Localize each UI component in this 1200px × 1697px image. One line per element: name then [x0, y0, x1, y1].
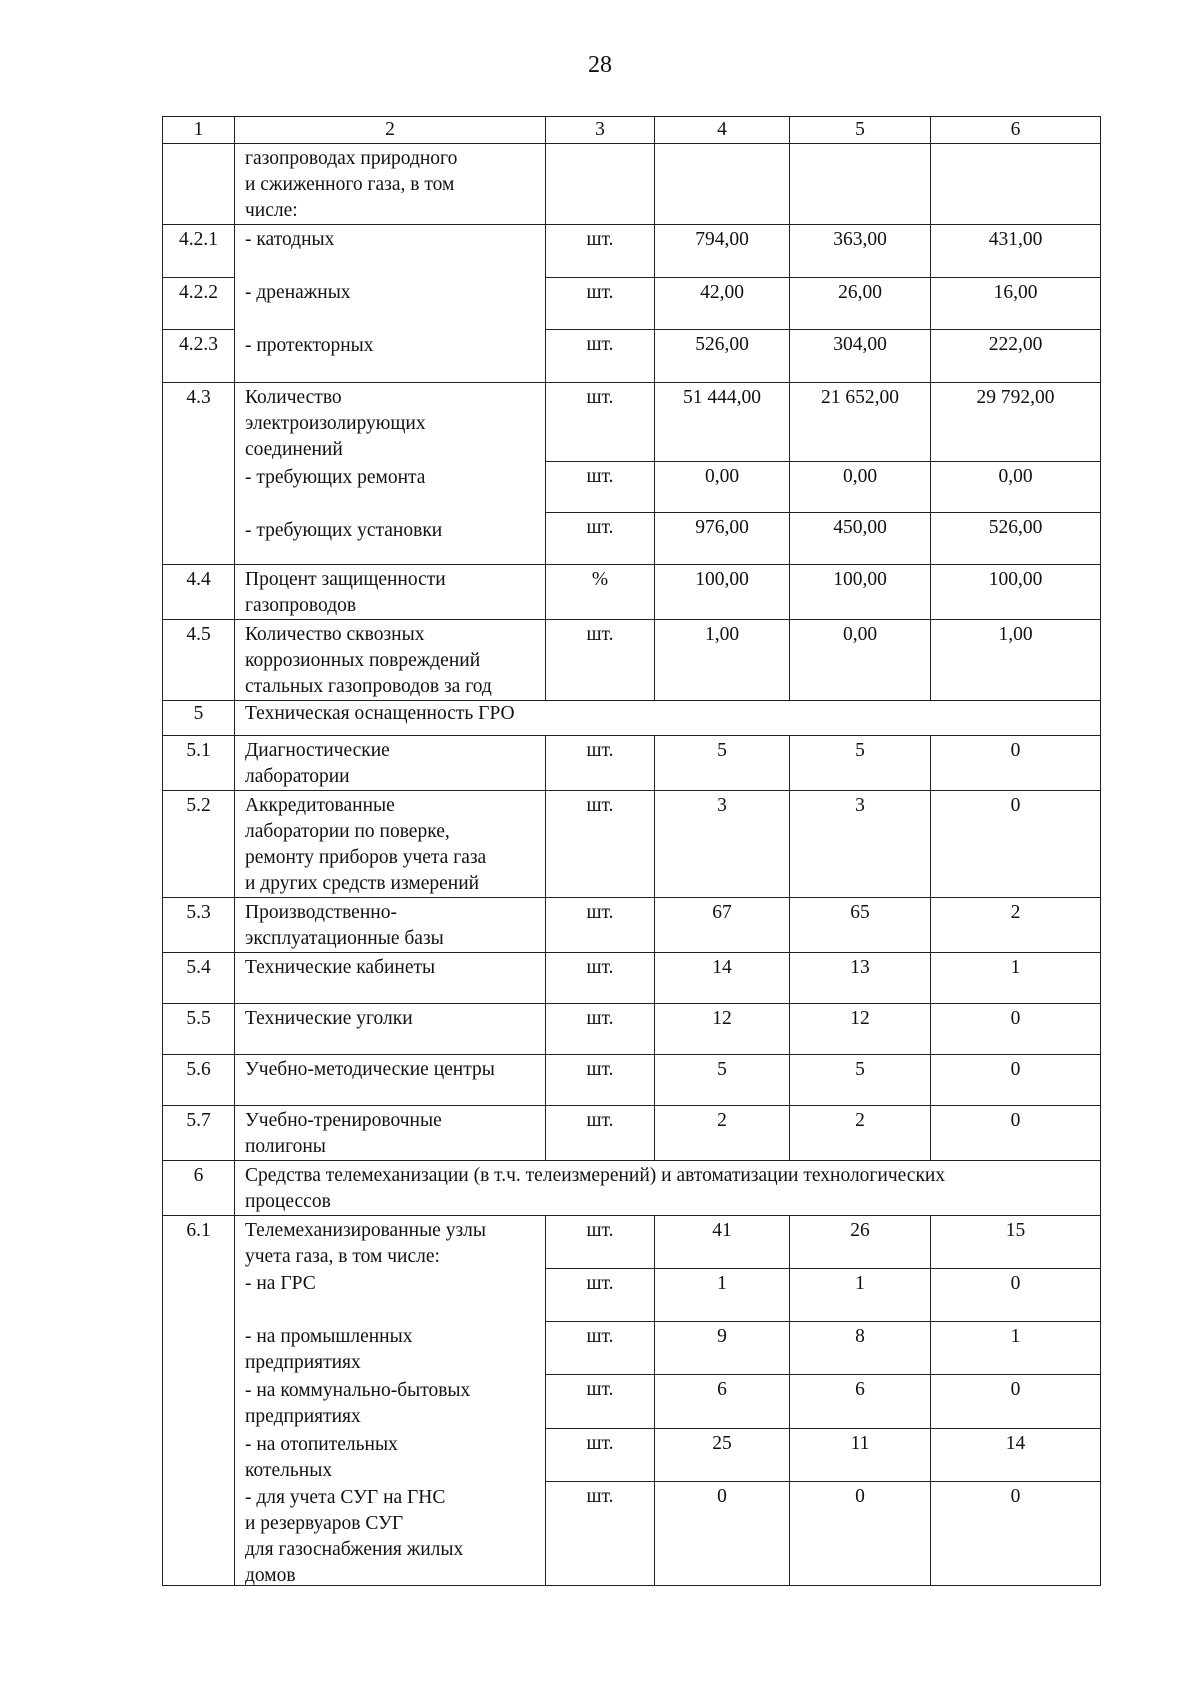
row-value-5: 6 [790, 1375, 931, 1428]
row-value-5: 65 [790, 898, 931, 953]
table-row [163, 383, 1101, 462]
row-value-4: 2 [655, 1106, 790, 1161]
row-number: 6 [163, 1161, 235, 1216]
row-value-4: 0,00 [655, 461, 790, 513]
row-value-5: 0,00 [790, 461, 931, 513]
row-value-5: 0,00 [790, 620, 931, 701]
page-number: 28 [588, 52, 612, 78]
row-value-4: 12 [655, 1004, 790, 1055]
section-title: Техническая оснащенность ГРО [235, 701, 1101, 736]
row-number: 4.2.2 [163, 277, 235, 330]
table-row [163, 225, 1101, 278]
row-value-6: 0,00 [931, 461, 1101, 513]
row-value-6 [931, 144, 1101, 225]
row-name: - дренажных [245, 282, 351, 303]
row-value-6: 0 [931, 1055, 1101, 1106]
row-value-5: 3 [790, 791, 931, 898]
table-header-row [163, 117, 1101, 144]
table-row [163, 736, 1101, 791]
row-unit: шт. [546, 330, 655, 383]
row-number: 5.3 [163, 898, 235, 953]
row-unit: шт. [546, 1216, 655, 1269]
row-value-4: 100,00 [655, 565, 790, 620]
row-value-6: 0 [931, 791, 1101, 898]
row-name: газопроводах природного и сжиженного газа, в том числе: [235, 144, 546, 225]
row-unit: шт. [546, 1428, 655, 1481]
row-value-4: 5 [655, 1055, 790, 1106]
row-unit: шт. [546, 898, 655, 953]
row-name: Технические уголки [235, 1004, 546, 1055]
row-value-5: 5 [790, 736, 931, 791]
row-number: 4.3 [163, 383, 235, 565]
table-row [163, 1106, 1101, 1161]
row-unit: шт. [546, 277, 655, 330]
row-number [163, 144, 235, 225]
row-value-4: 14 [655, 953, 790, 1004]
row-value-6: 0 [931, 1269, 1101, 1321]
row-value-6: 15 [931, 1216, 1101, 1269]
header-cell: 1 [163, 117, 235, 144]
row-value-4: 42,00 [655, 277, 790, 330]
row-value-6: 2 [931, 898, 1101, 953]
row-name: Количество сквозных коррозионных повреждений стальных газопроводов за год [235, 620, 546, 701]
row-value-5: 8 [790, 1321, 931, 1374]
row-value-5: 450,00 [790, 513, 931, 565]
row-value-4: 51 444,00 [655, 383, 790, 462]
row-number: 5.4 [163, 953, 235, 1004]
row-value-6: 0 [931, 1106, 1101, 1161]
row-unit: шт. [546, 620, 655, 701]
row-value-4: 794,00 [655, 225, 790, 278]
row-value-6: 0 [931, 1482, 1101, 1586]
row-name: Производственно- эксплуатационные базы [235, 898, 546, 953]
row-name: - на отопительных котельных [245, 1434, 398, 1481]
section-title: Средства телемеханизации (в т.ч. телеизмерений) и автоматизации технологических процессов [235, 1161, 1101, 1216]
section-row [163, 1161, 1101, 1216]
row-value-4 [655, 144, 790, 225]
table-row [163, 620, 1101, 701]
row-unit: шт. [546, 1321, 655, 1374]
table-row [163, 898, 1101, 953]
row-unit: % [546, 565, 655, 620]
row-number: 6.1 [163, 1216, 235, 1586]
row-number: 5.6 [163, 1055, 235, 1106]
row-number: 5.7 [163, 1106, 235, 1161]
row-number: 5.1 [163, 736, 235, 791]
row-value-5: 363,00 [790, 225, 931, 278]
row-value-6: 100,00 [931, 565, 1101, 620]
table-row [163, 1055, 1101, 1106]
row-name: - для учета СУГ на ГНС и резервуаров СУГ для газоснабжения жилых домов [245, 1487, 464, 1586]
row-value-4: 976,00 [655, 513, 790, 565]
table-row [163, 565, 1101, 620]
row-name: - на ГРС [245, 1273, 316, 1294]
header-cell: 3 [546, 117, 655, 144]
row-value-4: 526,00 [655, 330, 790, 383]
row-value-4: 9 [655, 1321, 790, 1374]
row-value-4: 1,00 [655, 620, 790, 701]
row-value-5: 2 [790, 1106, 931, 1161]
row-number: 5.5 [163, 1004, 235, 1055]
row-unit: шт. [546, 1004, 655, 1055]
row-value-4: 67 [655, 898, 790, 953]
row-unit [546, 144, 655, 225]
row-name: Учебно-тренировочные полигоны [235, 1106, 546, 1161]
row-name: Технические кабинеты [235, 953, 546, 1004]
indicators-table [162, 116, 1101, 1586]
row-value-4: 3 [655, 791, 790, 898]
row-name: Диагностические лаборатории [235, 736, 546, 791]
row-number: 5 [163, 701, 235, 736]
row-value-6: 0 [931, 1375, 1101, 1428]
row-value-5: 21 652,00 [790, 383, 931, 462]
row-name: - протекторных [245, 335, 374, 356]
row-name-group [235, 1216, 546, 1586]
row-value-4: 41 [655, 1216, 790, 1269]
row-value-5: 1 [790, 1269, 931, 1321]
row-value-6: 0 [931, 736, 1101, 791]
row-name: Аккредитованные лаборатории по поверке, ремонту приборов учета газа и других средств измерений [235, 791, 546, 898]
table-row [163, 953, 1101, 1004]
section-row [163, 701, 1101, 736]
row-value-6: 1,00 [931, 620, 1101, 701]
row-name: - требующих ремонта [245, 467, 426, 488]
row-unit: шт. [546, 513, 655, 565]
row-value-6: 431,00 [931, 225, 1101, 278]
row-unit: шт. [546, 953, 655, 1004]
row-value-6: 29 792,00 [931, 383, 1101, 462]
row-number: 5.2 [163, 791, 235, 898]
row-value-4: 1 [655, 1269, 790, 1321]
row-name-group [235, 383, 546, 565]
row-unit: шт. [546, 1375, 655, 1428]
table-row [163, 144, 1101, 225]
table-row [163, 1004, 1101, 1055]
row-value-6: 16,00 [931, 277, 1101, 330]
header-cell: 5 [790, 117, 931, 144]
row-value-6: 222,00 [931, 330, 1101, 383]
row-name: - на промышленных предприятиях [245, 1326, 413, 1373]
row-number: 4.2.3 [163, 330, 235, 383]
row-name: - требующих установки [245, 520, 443, 541]
row-name: Количество электроизолирующих соединений [245, 387, 426, 460]
row-unit: шт. [546, 791, 655, 898]
row-name: - на коммунально-бытовых предприятиях [245, 1380, 471, 1427]
row-value-6: 1 [931, 953, 1101, 1004]
row-name: Учебно-методические центры [235, 1055, 546, 1106]
row-value-6: 14 [931, 1428, 1101, 1481]
row-unit: шт. [546, 383, 655, 462]
row-value-5: 13 [790, 953, 931, 1004]
row-name-group [235, 225, 546, 383]
row-value-5: 12 [790, 1004, 931, 1055]
row-value-5: 304,00 [790, 330, 931, 383]
row-value-5: 11 [790, 1428, 931, 1481]
table-row [163, 1216, 1101, 1269]
row-value-4: 6 [655, 1375, 790, 1428]
header-cell: 4 [655, 117, 790, 144]
row-value-5: 26 [790, 1216, 931, 1269]
row-name: Телемеханизированные узлы учета газа, в том числе: [245, 1220, 486, 1267]
row-unit: шт. [546, 225, 655, 278]
table-row [163, 791, 1101, 898]
row-unit: шт. [546, 736, 655, 791]
row-value-4: 25 [655, 1428, 790, 1481]
row-unit: шт. [546, 1269, 655, 1321]
row-value-6: 1 [931, 1321, 1101, 1374]
row-number: 4.2.1 [163, 225, 235, 278]
row-value-5: 100,00 [790, 565, 931, 620]
header-cell: 6 [931, 117, 1101, 144]
row-number: 4.5 [163, 620, 235, 701]
row-value-4: 5 [655, 736, 790, 791]
row-value-5 [790, 144, 931, 225]
row-value-5: 26,00 [790, 277, 931, 330]
row-unit: шт. [546, 461, 655, 513]
row-value-5: 5 [790, 1055, 931, 1106]
row-value-4: 0 [655, 1482, 790, 1586]
row-value-6: 526,00 [931, 513, 1101, 565]
row-unit: шт. [546, 1055, 655, 1106]
row-value-6: 0 [931, 1004, 1101, 1055]
row-value-5: 0 [790, 1482, 931, 1586]
row-unit: шт. [546, 1106, 655, 1161]
row-name: - катодных [245, 229, 335, 250]
header-cell: 2 [235, 117, 546, 144]
row-unit: шт. [546, 1482, 655, 1586]
row-number: 4.4 [163, 565, 235, 620]
row-name: Процент защищенности газопроводов [235, 565, 546, 620]
